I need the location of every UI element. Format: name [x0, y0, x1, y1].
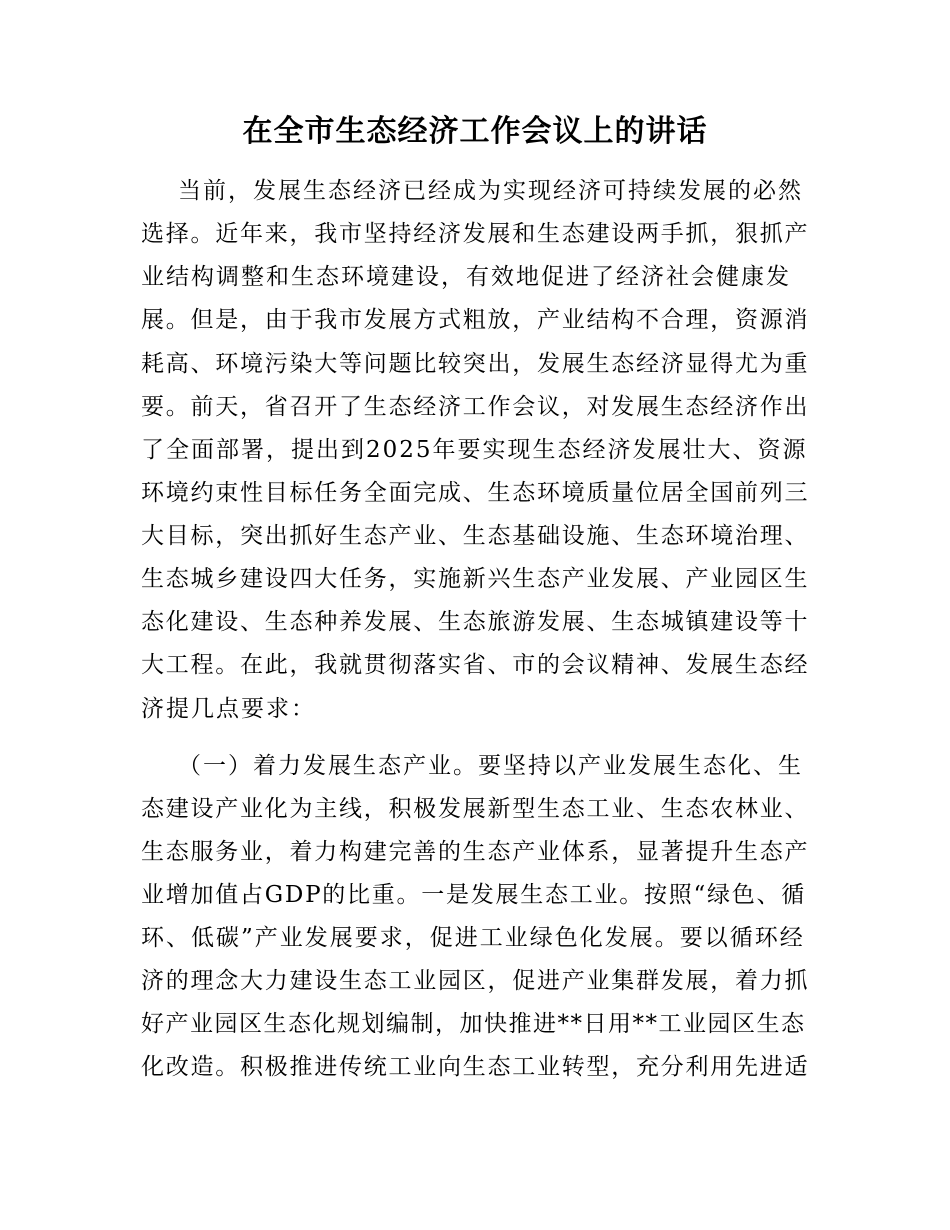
paragraph-line: 大目标，突出抓好生态产业、生态基础设施、生态环境治理、 — [141, 523, 810, 549]
paragraph-line: 展。但是，由于我市发展方式粗放，产业结构不合理，资源消 — [141, 307, 810, 333]
paragraph-line: 济提几点要求： — [141, 696, 316, 722]
paragraph-line: （一）着力发展生态产业。要坚持以产业发展生态化、生 — [178, 753, 803, 779]
document-title: 在全市生态经济工作会议上的讲话 — [242, 114, 708, 149]
paragraph-line: 化改造。积极推进传统工业向生态工业转型，充分利用先进适 — [141, 1054, 810, 1080]
paragraph-line: 当前，发展生态经济已经成为实现经济可持续发展的必然 — [178, 178, 803, 204]
paragraph-line: 态化建设、生态种养发展、生态旅游发展、生态城镇建设等十 — [141, 609, 810, 635]
paragraph-line: 大工程。在此，我就贯彻落实省、市的会议精神、发展生态经 — [141, 652, 810, 678]
paragraph-line: 业结构调整和生态环境建设，有效地促进了经济社会健康发 — [141, 264, 791, 290]
paragraph-line: 环、低碳”产业发展要求，促进工业绿色化发展。要以循环经 — [141, 925, 805, 951]
paragraph-line: 好产业园区生态化规划编制，加快推进**日用**工业园区生态 — [141, 1011, 806, 1037]
paragraph-line: 耗高、环境污染大等问题比较突出，发展生态经济显得尤为重 — [141, 351, 810, 377]
paragraph-line: 态建设产业化为主线，积极发展新型生态工业、生态农林业、 — [141, 796, 810, 822]
paragraph-line: 生态城乡建设四大任务，实施新兴生态产业发展、产业园区生 — [141, 566, 810, 592]
paragraph-line: 业增加值占GDP的比重。一是发展生态工业。按照“绿色、循 — [141, 882, 807, 908]
paragraph-line: 生态服务业，着力构建完善的生态产业体系，显著提升生态产 — [141, 839, 810, 865]
paragraph-line: 选择。近年来，我市坚持经济发展和生态建设两手抓，狠抓产 — [141, 221, 810, 247]
paragraph-line: 济的理念大力建设生态工业园区，促进产业集群发展，着力抓 — [141, 968, 810, 994]
paragraph-line: 了全面部署，提出到2025年要实现生态经济发展壮大、资源 — [141, 437, 808, 463]
paragraph-line: 环境约束性目标任务全面完成、生态环境质量位居全国前列三 — [141, 480, 810, 506]
paragraph-line: 要。前天，省召开了生态经济工作会议，对发展生态经济作出 — [141, 394, 810, 420]
